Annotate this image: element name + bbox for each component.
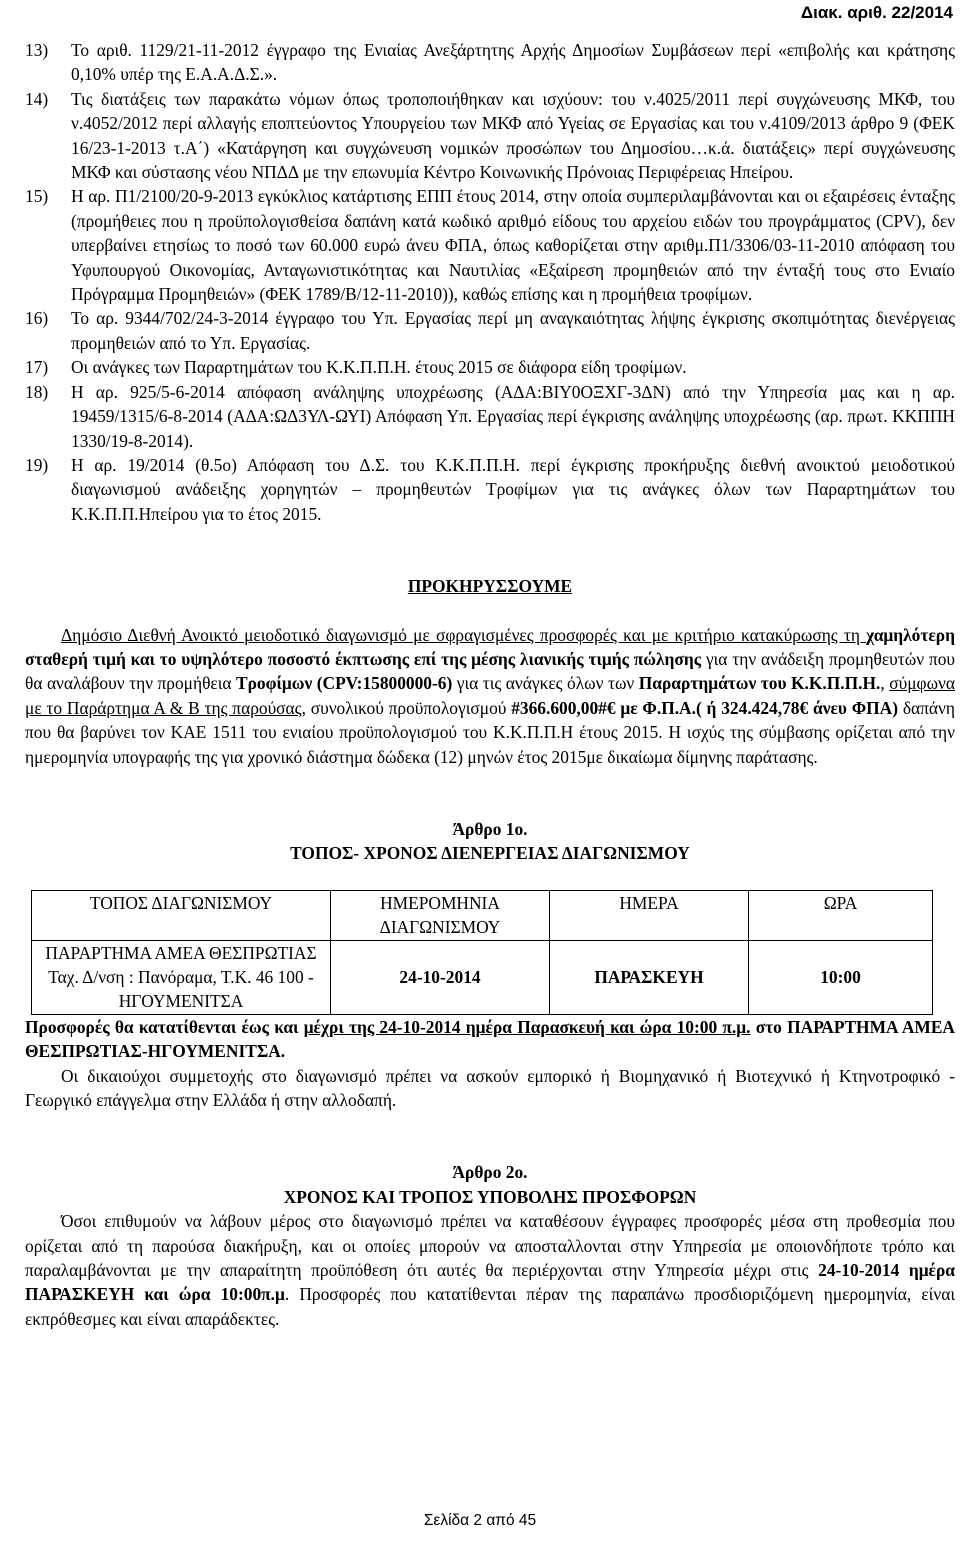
item-text: Η αρ. Π1/2100/20-9-2013 εγκύκλιος κατάρτισης ΕΠΠ έτους 2014, στην οποία συμπεριλαμβάνονται και οι εξαιρέσεις ένταξης (προμήθειες που η προϋπολογισθείσα δαπάνη κατά κωδικό αριθμό είδους του αρχείου ειδών του προγράμματος (CPV), δεν υπερβαίνει ετησίως το ποσό των 60.000 ευρώ άνευ ΦΠΑ, όπως καθορίζεται στην αριθμ.Π1/3306/03-11-2010 απόφαση του Υφυπουργού Οικονομίας, Ανταγωνιστικότητας και Ναυτιλίας «Εξαίρεση προμηθειών από την ένταξή τους στο Ενιαίο Πρόγραμμα Προμηθειών» (ΦΕΚ 1789/Β/12-11-2010)), καθώς επίσης και η προμήθεια τροφίμων. — [71, 186, 955, 305]
item-text: Τις διατάξεις των παρακάτω νόμων όπως τροποποιήθηκαν και ισχύουν: του ν.4025/2011 περί συγχώνευσης ΜΚΦ, του ν.4052/2012 περί αλλαγής εποπτεύοντος Υπουργείου των ΜΚΦ από Υγείας σε Εργασίας και του ν.4109/2013 άρθρο 9 (ΦΕΚ 16/23-1-2013 τ.Α΄) «Κατάργηση και συγχώνευση νομικών προσώπων του Δημοσίου…κ.ά. διατάξεις» περί συγχώνευσης ΜΚΦ και σύστασης νέου ΝΠΔΔ με την επωνυμία Κέντρο Κοινωνικής Πρόνοιας Περιφέρειας Ηπείρου. — [71, 88, 955, 183]
eligibility-paragraph: Οι δικαιούχοι συμμετοχής στο διαγωνισμό πρέπει να ασκούν εμπορικό ή Βιομηχανικό ή Βιοτεχνικό ή Κτηνοτροφικό - Γεωργικό επάγγελμα στην Ελλάδα ή στην αλλοδαπή. — [25, 1065, 955, 1111]
item-number: 19) — [25, 454, 49, 475]
list-item — [25, 355, 955, 379]
deadline-place: στο ΠΑΡΑΡΤΗΜΑ ΑΜΕΑ ΘΕΣΠΡΩΤΙΑΣ-ΗΓΟΥΜΕΝΙΤΣΑ. — [25, 1016, 955, 1062]
table-row — [32, 940, 933, 1014]
article-1-subtitle: ΤΟΠΟΣ- ΧΡΟΝΟΣ ΔΙΕΝΕΡΓΕΙΑΣ ΔΙΑΓΩΝΙΣΜΟΥ — [290, 843, 690, 864]
table-header-row — [32, 890, 933, 940]
item-number: 15) — [25, 186, 49, 207]
item-text: Το αρ. 9344/702/24-3-2014 έγγραφο του Υπ. Εργασίας περί μη αναγκαιότητας λήψης έγκρισης σκοπιμότητας διενέργειας προμηθειών από το Υπ. Εργασίας. — [71, 308, 955, 353]
article-2-title: Άρθρο 2ο. — [452, 1162, 528, 1183]
table-header-cell: ΗΜΕΡΟΜΗΝΙΑ ΔΙΑΓΩΝΙΣΜΟΥ — [331, 890, 550, 940]
deadline-text: Προσφορές θα κατατίθενται έως και — [25, 1016, 304, 1037]
proclamation-text: για τις ανάγκες όλων των — [452, 673, 639, 694]
annex-recipients: Παραρτημάτων του Κ.Κ.Π.Π.Η. — [638, 673, 881, 694]
table-cell-date: 24-10-2014 — [331, 940, 550, 1014]
item-text: Οι ανάγκες των Παραρτημάτων του Κ.Κ.Π.Π.Η. έτους 2015 σε διάφορα είδη τροφίμων. — [71, 357, 687, 378]
list-item — [25, 380, 955, 453]
item-number: 14) — [25, 88, 49, 109]
item-text: Το αριθ. 1129/21-11-2012 έγγραφο της Ενιαίας Ανεξάρτητης Αρχής Δημοσίων Συμβάσεων περί «επιβολής και κράτησης 0,10% υπέρ της Ε.Α.Α.Δ.Σ.». — [71, 40, 955, 85]
proclamation-text: Δημόσιο Διεθνή Ανοικτό μειοδοτικό διαγωνισμό με σφραγισμένες προσφορές και με κριτήριο κατακύρωσης τη — [61, 624, 867, 645]
proclamation-text: , συνολικού προϋπολογισμού — [301, 697, 512, 718]
proclamation-text: δαπάνη που θα βαρύνει τον ΚΑΕ 1511 του ενιαίου προϋπολογισμού του Κ.Κ.Π.Π.Η έτους 2015. Η ισχύς της σύμβασης ορίζεται από την ημερομηνία υπογραφής της για χρονικό διάστημα δώδεκα (12) μηνών έτος 2015με δικαίωμα δίμηνης παράτασης. — [25, 697, 955, 767]
document-body — [25, 38, 955, 1331]
proclamation-paragraph — [25, 623, 955, 769]
annex-reference: σύμφωνα με το Παράρτημα Α & Β της παρούσας — [25, 673, 956, 718]
item-text: Η αρ. 19/2014 (θ.5ο) Απόφαση του Δ.Σ. του Κ.Κ.Π.Π.Η. περί έγκρισης προκήρυξης διεθνή ανοικτού μειοδοτικού διαγωνισμού ανάδειξης χορηγητών – προμηθευτών Τροφίμων για τις ανάγκες όλων των Παραρτημάτων του Κ.Κ.Π.Π.Ηπείρου για το έτος 2015. — [71, 454, 955, 524]
item-number: 17) — [25, 357, 49, 378]
article-2-deadline: 24-10-2014 ημέρα ΠΑΡΑΣΚΕΥΗ και ώρα 10:00π.μ — [25, 1260, 955, 1305]
award-criterion: χαμηλότερη σταθερή τιμή και το υψηλότερο ποσοστό έκπτωσης επί της μέσης λιανικής τιμής πώλησης — [25, 624, 955, 669]
article-2-paragraph — [25, 1209, 955, 1331]
article-2-text: Όσοι επιθυμούν να λάβουν μέρος στο διαγωνισμό πρέπει να καταθέσουν έγγραφες προσφορές μέσα στη προθεσμία που ορίζεται από τη παρούσα διακήρυξη, και οι οποίες μπορούν να αποσταλλονται στην Υπηρεσία με οποιονδήποτε τρόπο και παραλαμβάνονται με την απαραίτητη προϋπόθεση ότι αυτές θα περιέρχονται στην Υπηρεσία μέχρι στις — [25, 1211, 955, 1281]
tender-schedule-table — [31, 890, 933, 1015]
table-cell-time: 10:00 — [749, 940, 933, 1014]
list-item — [25, 38, 955, 87]
table-cell-day: ΠΑΡΑΣΚΕΥΗ — [550, 940, 749, 1014]
article-2-text: . Προσφορές που κατατίθενται πέραν της παραπάνω προσδιοριζόμενη ημερομηνία, είναι εκπρόθεσμες και είναι απαράδεκτες. — [25, 1284, 956, 1329]
proclamation-text: για την ανάδειξη προμηθευτών που θα αναλάβουν την προμήθεια — [25, 648, 956, 694]
list-item — [25, 306, 955, 355]
table-header-cell: ΤΟΠΟΣ ΔΙΑΓΩΝΙΣΜΟΥ — [32, 890, 331, 940]
article-1-title: Άρθρο 1ο. — [452, 818, 528, 839]
table-header-cell: ΩΡΑ — [749, 890, 933, 940]
item-number: 16) — [25, 308, 49, 329]
list-item — [25, 87, 955, 185]
item-number: 13) — [25, 40, 49, 60]
table-cell-location: ΠΑΡΑΡΤΗΜΑ ΑΜΕΑ ΘΕΣΠΡΩΤΙΑΣ Ταχ. Δ/νση : Πανόραμα, Τ.Κ. 46 100 - ΗΓΟΥΜΕΝΙΤΣΑ — [32, 940, 331, 1014]
item-number: 18) — [25, 381, 49, 402]
list-item — [25, 184, 955, 306]
product-category: Τροφίμων (CPV:15800000-6) — [236, 673, 453, 694]
page-number: Σελίδα 2 από 45 — [423, 1512, 537, 1529]
submission-deadline-note — [25, 1015, 955, 1064]
proclamation-heading: ΠΡΟΚΗΡΥΣΣΟΥΜΕ — [407, 576, 573, 597]
document-reference: Διακ. αριθ. 22/2014 — [800, 3, 953, 22]
article-2-subtitle: ΧΡΟΝΟΣ ΚΑΙ ΤΡΟΠΟΣ ΥΠΟΒΟΛΗΣ ΠΡΟΣΦΟΡΩΝ — [283, 1186, 697, 1207]
proclamation-text: , — [880, 673, 890, 694]
list-item — [25, 453, 955, 526]
deadline-date: μέχρι της 24-10-2014 ημέρα Παρασκευή και ώρα 10:00 π.μ. — [303, 1016, 751, 1037]
item-text: Η αρ. 925/5-6-2014 απόφαση ανάληψης υποχρέωσης (ΑΔΑ:ΒΙΥ0ΟΞΧΓ-3ΔΝ) από την Υπηρεσία μας και η αρ. 19459/1315/6-8-2014 (ΑΔΑ:ΩΔ3ΥΛ-ΩΥΙ) Απόφαση Υπ. Εργασίας περί έγκρισης ανάληψης υποχρέωσης (αρ. πρωτ. ΚΚΠΠΗ 1330/19-8-2014). — [71, 381, 955, 451]
table-header-cell: ΗΜΕΡΑ — [550, 890, 749, 940]
budget-amount: #366.600,00#€ με Φ.Π.Α.( ή 324.424,78€ άνευ ΦΠΑ) — [511, 697, 899, 718]
